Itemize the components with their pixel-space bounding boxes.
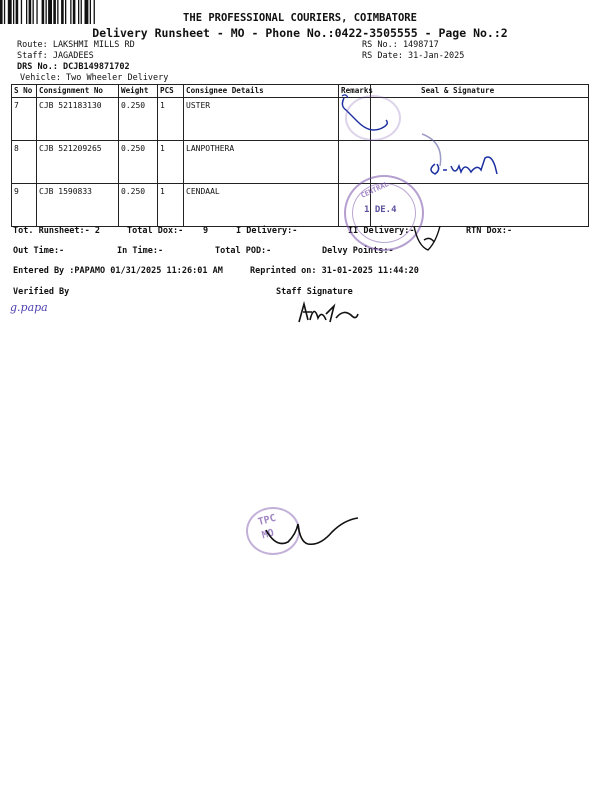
cell-weight: 0.250 xyxy=(119,141,158,184)
cell-pcs: 1 xyxy=(158,184,184,227)
cell-seal xyxy=(371,98,589,141)
col-header-consignment: Consignment No xyxy=(37,85,119,98)
checkmark-scribble-icon xyxy=(410,220,446,256)
company-name: THE PROFESSIONAL COURIERS, COIMBATORE xyxy=(183,12,417,24)
table-row xyxy=(12,98,589,141)
rs-number: RS No.: 1498717 xyxy=(362,40,439,50)
vehicle-label: Vehicle: Two Wheeler Delivery xyxy=(20,73,169,83)
cell-sno: 7 xyxy=(12,98,37,141)
cell-weight: 0.250 xyxy=(119,184,158,227)
tot-runsheet: Tot. Runsheet:- 2 xyxy=(13,226,100,236)
rs-date: RS Date: 31-Jan-2025 xyxy=(362,51,465,61)
consignee-signature-icon xyxy=(425,152,503,182)
delvy-points-label: Delvy Points:- xyxy=(322,246,394,256)
central-stamp-date: 1 DE.4 xyxy=(364,205,397,215)
verified-by-label: Verified By xyxy=(13,287,70,297)
cell-consignee: USTER xyxy=(184,98,339,141)
col-header-remarks: Remarks xyxy=(339,85,371,98)
staff-signature-icon xyxy=(296,300,360,326)
cell-consignment: CJB 1590833 xyxy=(37,184,119,227)
i-delivery-label: I Delivery:- xyxy=(236,226,298,236)
total-dox-value: 9 xyxy=(203,226,209,236)
verifier-handwriting: g.papa xyxy=(10,301,48,314)
ii-delivery-label: II Delivery:- xyxy=(348,226,415,236)
staff-label: Staff: JAGADEES xyxy=(17,51,94,61)
cell-sno: 9 xyxy=(12,184,37,227)
cell-consignee: CENDAAL xyxy=(184,184,339,227)
col-header-sno: S No xyxy=(12,85,37,98)
cell-consignee: LANPOTHERA xyxy=(184,141,339,184)
cell-pcs: 1 xyxy=(158,141,184,184)
faint-stamp-icon xyxy=(345,95,401,141)
rtn-dox-label: RTN Dox:- xyxy=(466,226,513,236)
col-header-weight: Weight xyxy=(119,85,158,98)
tpc-stamp-text: TPC xyxy=(256,512,278,529)
total-pod-label: Total POD:- xyxy=(215,246,272,256)
col-header-seal: Seal & Signature xyxy=(371,85,589,98)
cell-sno: 8 xyxy=(12,141,37,184)
tpc-stamp-sub: MO xyxy=(260,527,276,542)
out-time-label: Out Time:- xyxy=(13,246,65,256)
in-time-label: In Time:- xyxy=(117,246,164,256)
cell-weight: 0.250 xyxy=(119,98,158,141)
entered-by: Entered By :PAPAMO 01/31/2025 11:26:01 AM xyxy=(13,266,223,276)
table-row xyxy=(12,184,589,227)
reprinted-on: Reprinted on: 31-01-2025 11:44:20 xyxy=(250,266,419,276)
cell-consignment: CJB 521183130 xyxy=(37,98,119,141)
col-header-consignee: Consignee Details xyxy=(184,85,339,98)
cell-remarks xyxy=(339,141,371,184)
col-header-pcs: PCS xyxy=(158,85,184,98)
cell-pcs: 1 xyxy=(158,98,184,141)
table-header-row xyxy=(12,85,589,98)
route-label: Route: LAKSHMI MILLS RD xyxy=(17,40,135,50)
cell-consignment: CJB 521209265 xyxy=(37,141,119,184)
total-dox-label: Total Dox:- xyxy=(127,226,184,236)
central-stamp-text: CENTRAL xyxy=(359,180,390,200)
staff-signature-label: Staff Signature xyxy=(276,287,353,297)
runsheet-title: Delivery Runsheet - MO - Phone No.:0422-3505555 - Page No.:2 xyxy=(92,26,508,40)
drs-number: DRS No.: DCJB149871702 xyxy=(17,62,130,72)
tpc-signature-icon xyxy=(262,512,362,552)
